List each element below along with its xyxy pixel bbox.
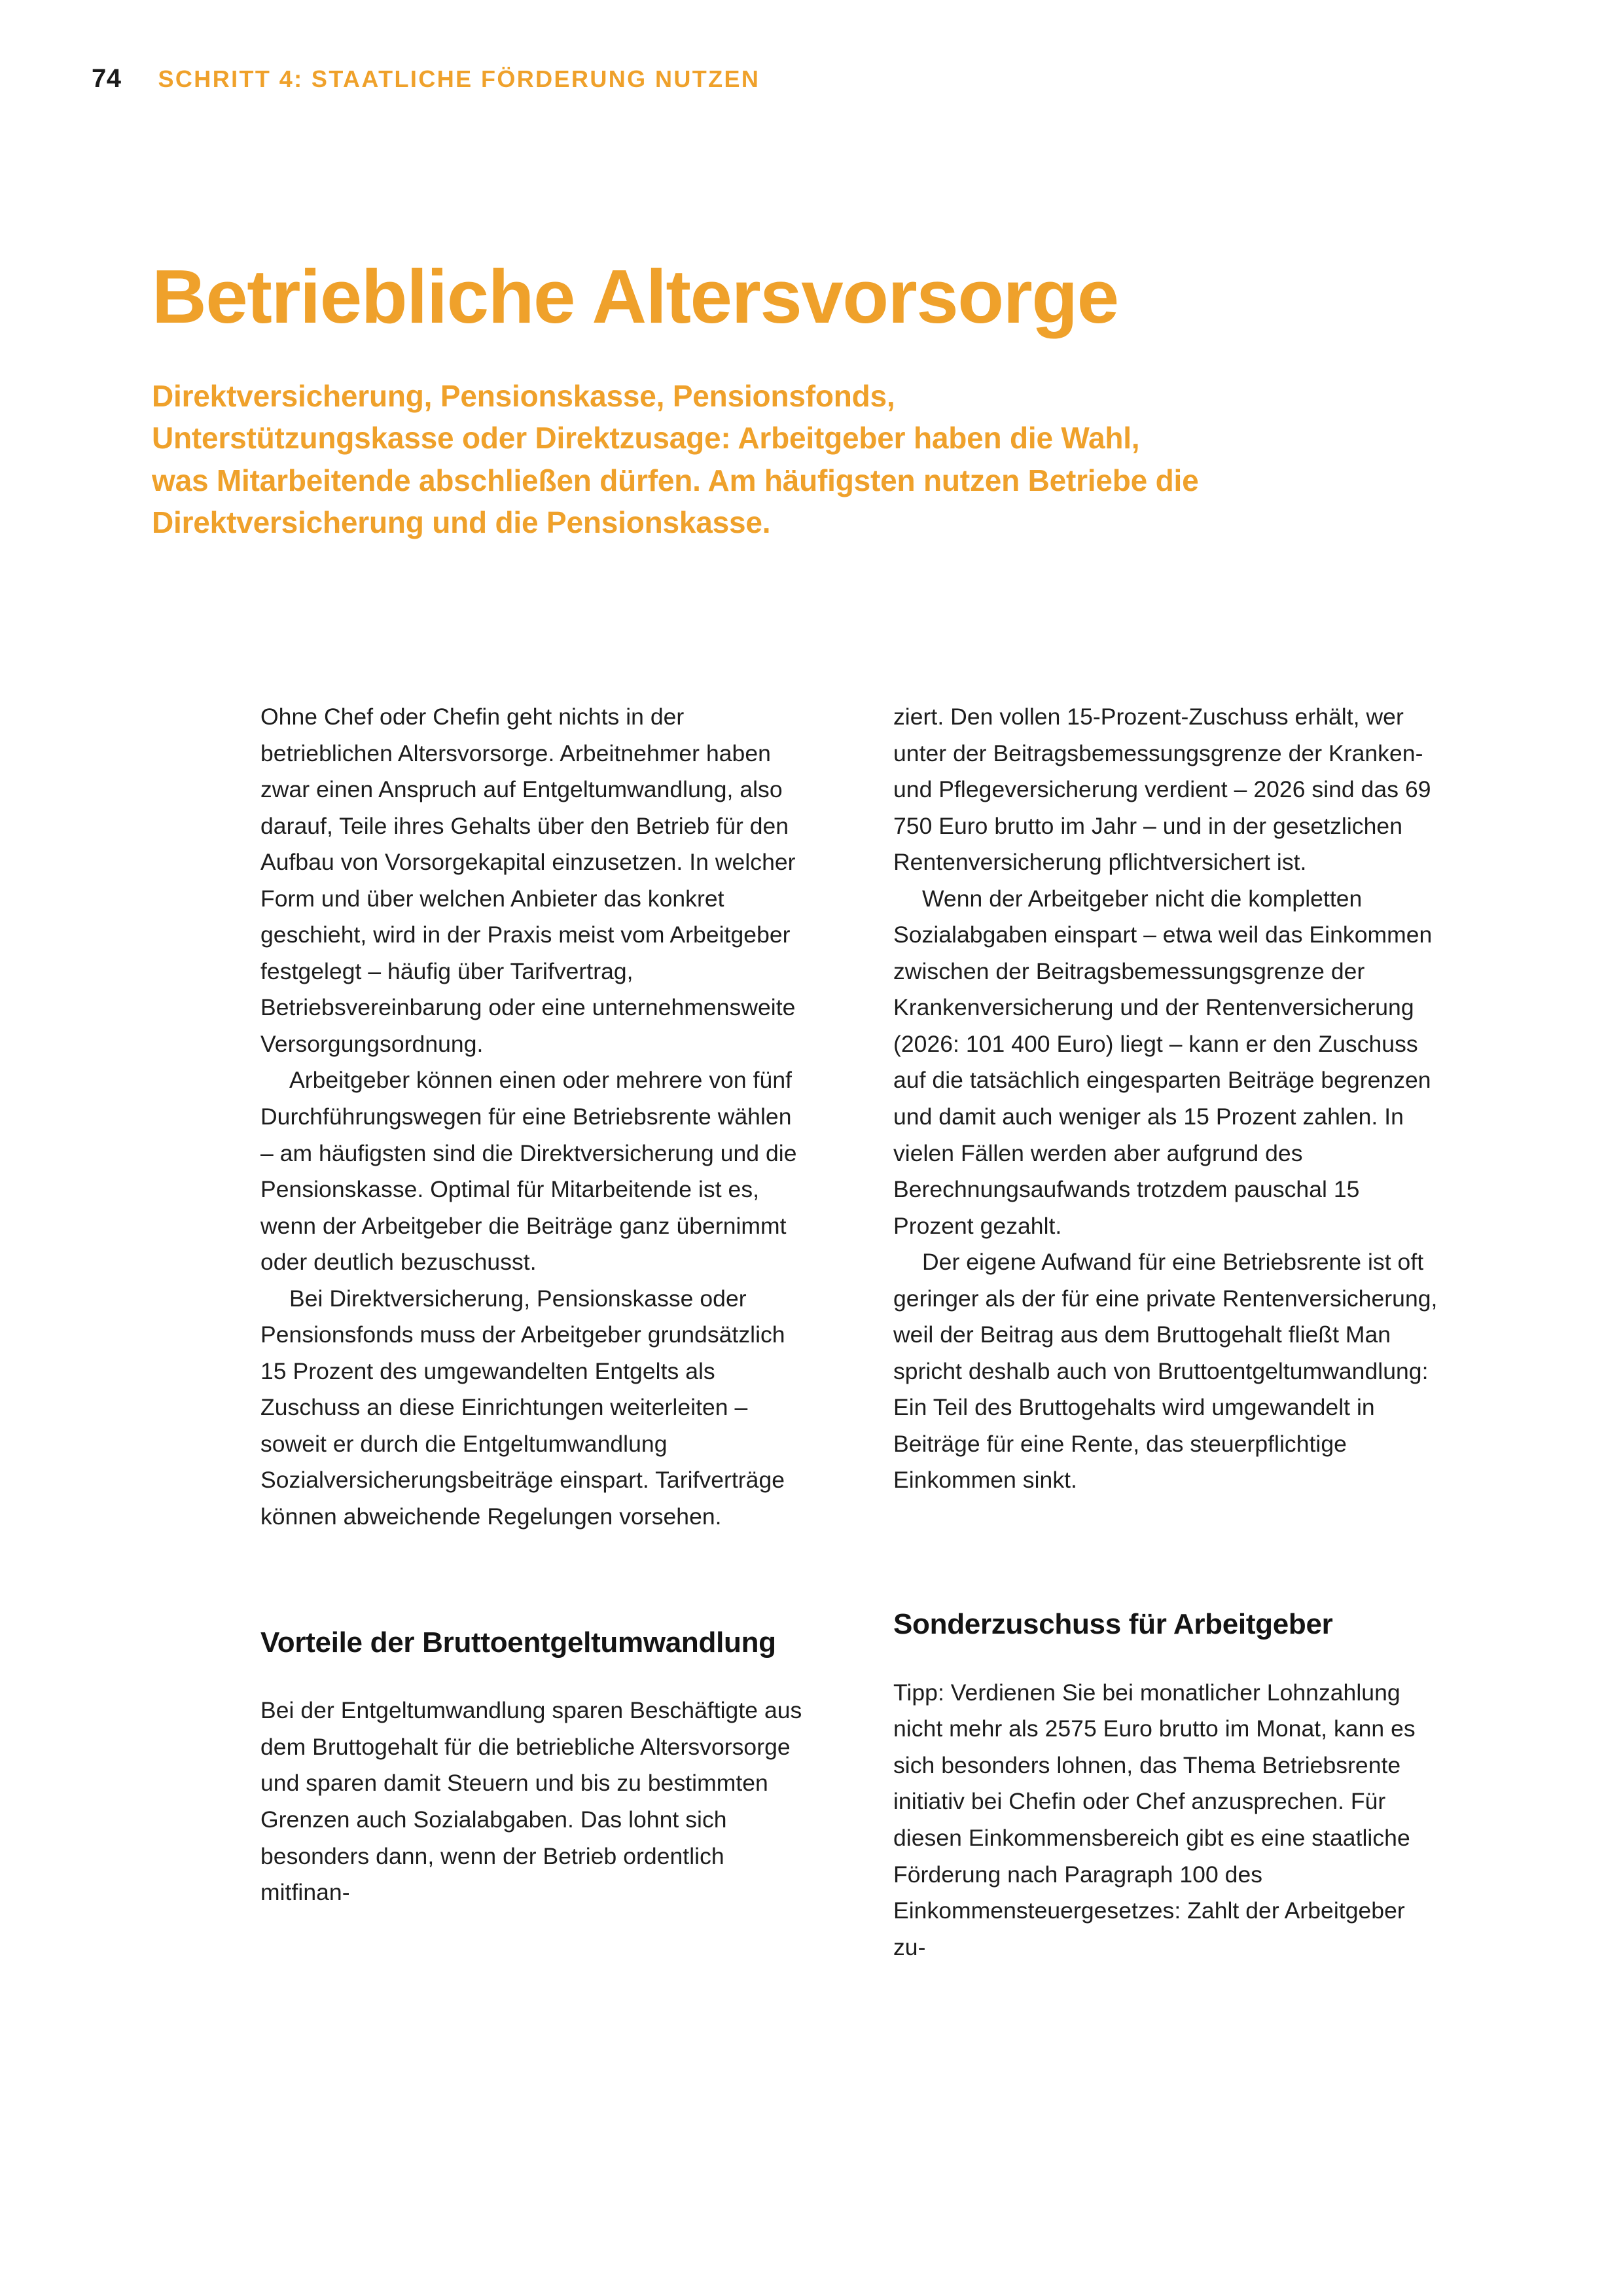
page-title: Betriebliche Altersvorsorge xyxy=(152,254,1118,339)
paragraph: Bei Direktversicherung, Pensionskasse oder Pensionsfonds muss der Arbeitgeber grundsätzlich 15 Prozent des umgewandelten Entgelts als Zuschuss an diese Einrichtungen weiterleiten – soweit er durch die Entgeltumwandlung Sozialversicherungsbeiträge einspart. Tarifverträge können abweichende Regelungen vorsehen. xyxy=(260,1285,785,1530)
paragraph: Arbeitgeber können einen oder mehrere von fünf Durchführungswegen für eine Betriebsrente wählen – am häufigsten sind die Direktversicherung und die Pensionskasse. Optimal für Mitarbeitende ist es, wenn der Arbeitgeber die Beiträge ganz übernimmt oder deutlich bezuschusst. xyxy=(260,1067,797,1276)
left-column xyxy=(260,699,807,1911)
section-subhead: Vorteile der Bruttoentgeltumwandlung xyxy=(260,1626,776,1659)
standfirst: Direktversicherung, Pensionskasse, Pensionsfonds, Unterstützungskasse oder Direktzusage: Arbeitgeber haben die Wahl, was Mitarbeitende abschließen dürfen. Am häufigsten nutzen Betriebe die Direktversicherung und die Pensionskasse. xyxy=(152,378,1199,540)
spacer xyxy=(260,1535,807,1626)
paragraph: Tipp: Verdienen Sie bei monatlicher Lohnzahlung nicht mehr als 2575 Euro brutto im Monat, kann es sich besonders lohnen, das Thema Betriebsrente initiativ bei Chefin oder Chef anzusprechen. Für diesen Einkommensbereich gibt es eine staatliche Förderung nach Paragraph 100 des Einkommensteuergesetzes: Zahlt der Arbeitgeber zu- xyxy=(893,1679,1416,1960)
title-block xyxy=(152,254,1448,544)
paragraph: Ohne Chef oder Chefin geht nichts in der betrieblichen Altersvorsorge. Arbeitnehmer haben zwar einen Anspruch auf Entgeltumwandlung, also darauf, Teile ihres Gehalts über den Betrieb für den Aufbau von Vorsorgekapital einzusetzen. In welcher Form und über welchen Anbieter das konkret geschieht, wird in der Praxis meist vom Arbeitgeber festgelegt – häufig über Tarifvertrag, Betriebsvereinbarung oder eine unternehmensweite Versorgungsordnung. xyxy=(260,704,796,1057)
paragraph: Der eigene Aufwand für eine Betriebsrente ist oft geringer als der für eine private Rentenversicherung, weil der Beitrag aus dem Bruttogehalt fließt Man spricht deshalb auch von Bruttoentgeltumwandlung: Ein Teil des Bruttogehalts wird umgewandelt in Beiträge für eine Rente, das steuerpflichtige Einkommen sinkt. xyxy=(893,1249,1438,1494)
running-title: SCHRITT 4: STAATLICHE FÖRDERUNG NUTZEN xyxy=(158,65,760,92)
body-columns xyxy=(260,699,1440,1965)
paragraph: ziert. Den vollen 15-Prozent-Zuschuss erhält, wer unter der Beitragsbemessungsgrenze der Kranken- und Pflegeversicherung verdient – 2026 sind das 69 750 Euro brutto im Jahr – und in der gesetzlichen Rentenversicherung pflichtversichert ist. xyxy=(893,704,1431,876)
right-column xyxy=(893,699,1440,1965)
paragraph: Wenn der Arbeitgeber nicht die kompletten Sozialabgaben einspart – etwa weil das Einkommen zwischen der Beitragsbemessungsgrenze der Krankenversicherung und der Rentenversicherung (2026: 101 400 Euro) liegt – kann er den Zuschuss auf die tatsächlich eingesparten Beiträge begrenzen und damit auch weniger als 15 Prozent zahlen. In vielen Fällen werden aber aufgrund des Berechnungsaufwands trotzdem pauschal 15 Prozent gezahlt. xyxy=(893,885,1433,1239)
section-subhead: Sonderzuschuss für Arbeitgeber xyxy=(893,1608,1333,1641)
spacer xyxy=(260,1660,807,1693)
spacer xyxy=(893,1499,1440,1607)
paragraph: Bei der Entgeltumwandlung sparen Beschäftigte aus dem Bruttogehalt für die betriebliche Altersvorsorge und sparen damit Steuern und bis zu bestimmten Grenzen auch Sozialabgaben. Das lohnt sich besonders dann, wenn der Betrieb ordentlich mitfinan- xyxy=(260,1697,802,1906)
running-header xyxy=(92,64,760,94)
spacer xyxy=(893,1642,1440,1675)
page-number: 74 xyxy=(92,64,122,93)
